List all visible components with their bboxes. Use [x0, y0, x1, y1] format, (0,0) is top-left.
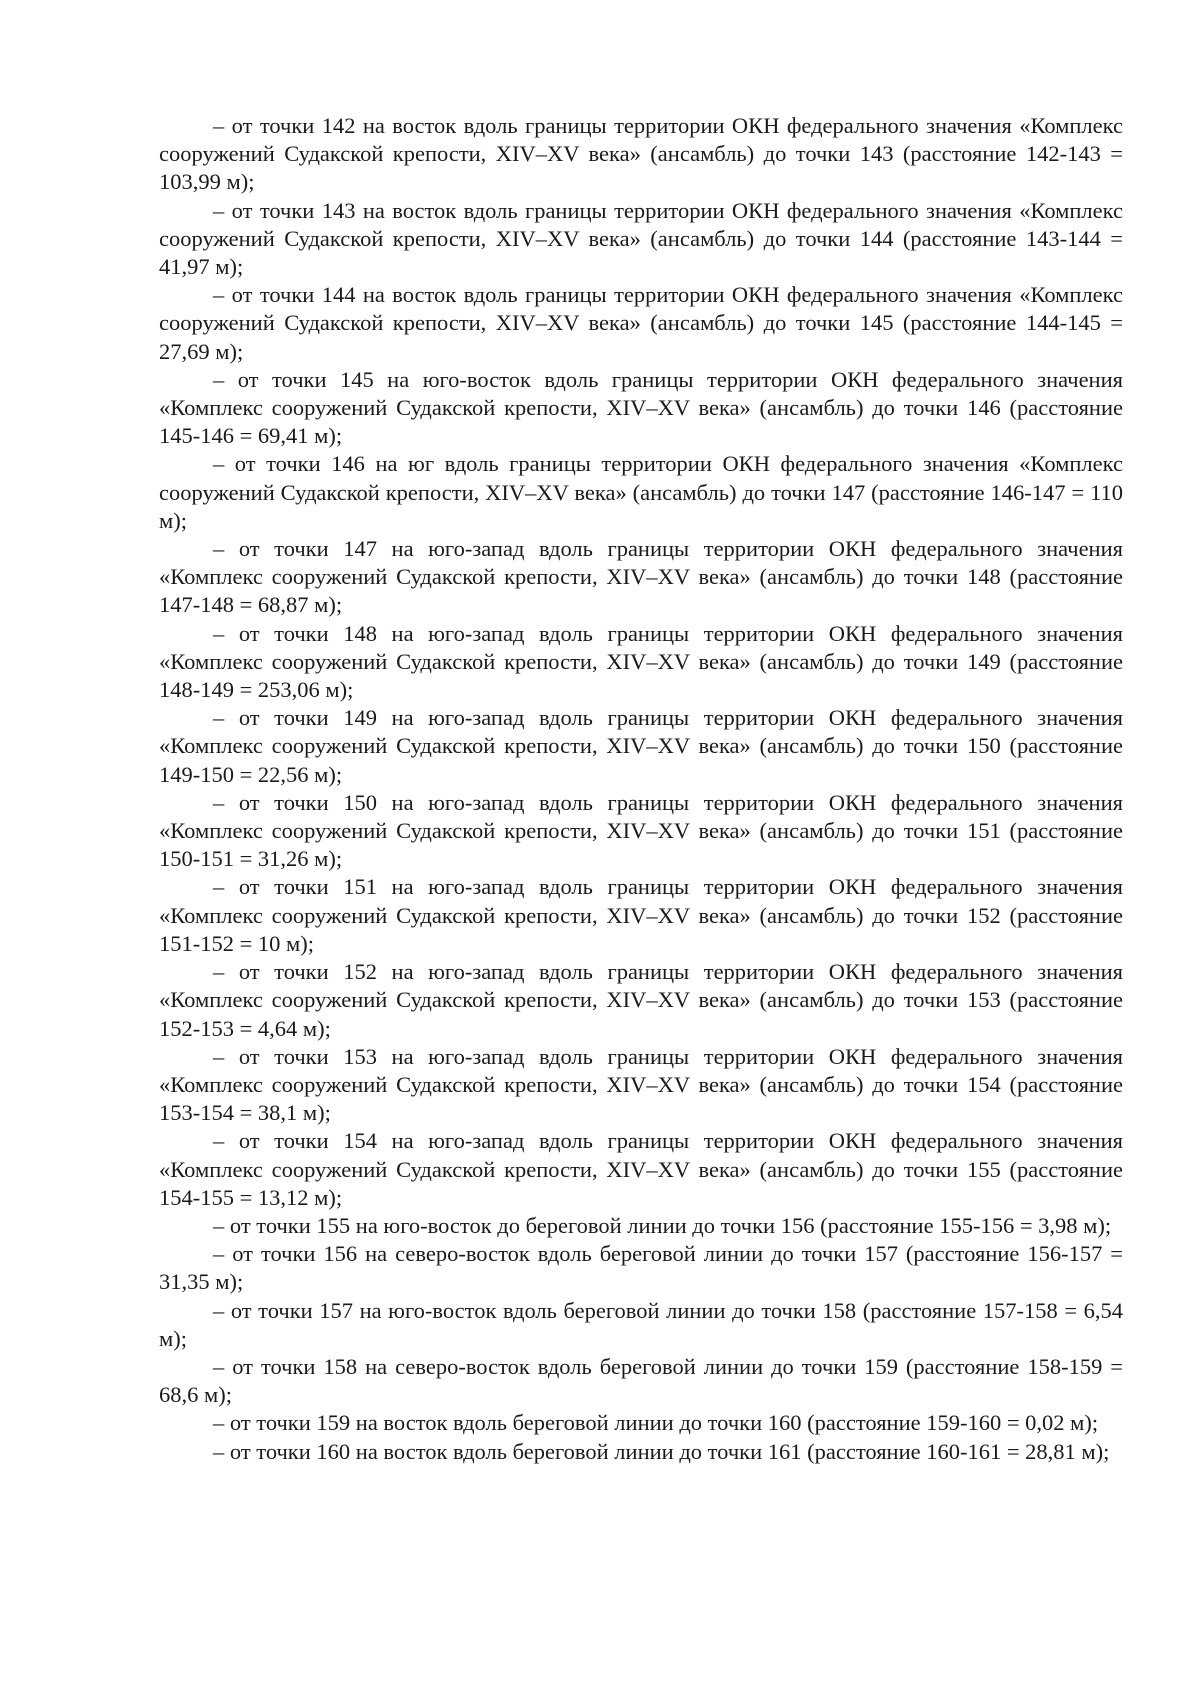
- boundary-paragraph: – от точки 143 на восток вдоль границы территории ОКН федерального значения «Комплекс сооружений Судакской крепости, XIV–XV века» (ансамбль) до точки 144 (расстояние 143-144 = 41,97 м);: [159, 197, 1123, 280]
- boundary-paragraph: – от точки 146 на юг вдоль границы территории ОКН федерального значения «Комплекс сооружений Судакской крепости, XIV–XV века» (ансамбль) до точки 147 (расстояние 146-147 = 110 м);: [159, 451, 1123, 533]
- boundary-paragraph: – от точки 152 на юго-запад вдоль границы территории ОКН федерального значения «Комплекс сооружений Судакской крепости, XIV–XV века» (ансамбль) до точки 153 (расстояние 152-153 = 4,64 м);: [159, 959, 1123, 1041]
- boundary-paragraph: – от точки 150 на юго-запад вдоль границы территории ОКН федерального значения «Комплекс сооружений Судакской крепости, XIV–XV века» (ансамбль) до точки 151 (расстояние 150-151 = 31,26 м);: [159, 789, 1123, 872]
- boundary-paragraph: – от точки 148 на юго-запад вдоль границы территории ОКН федерального значения «Комплекс сооружений Судакской крепости, XIV–XV века» (ансамбль) до точки 149 (расстояние 148-149 = 253,06 м);: [159, 620, 1123, 703]
- boundary-paragraph: – от точки 144 на восток вдоль границы территории ОКН федерального значения «Комплекс сооружений Судакской крепости, XIV–XV века» (ансамбль) до точки 145 (расстояние 144-145 = 27,69 м);: [159, 282, 1123, 364]
- boundary-paragraph: – от точки 158 на северо-восток вдоль береговой линии до точки 159 (расстояние 158-159 = 68,6 м);: [159, 1353, 1123, 1408]
- boundary-paragraph: – от точки 147 на юго-запад вдоль границы территории ОКН федерального значения «Комплекс сооружений Судакской крепости, XIV–XV века» (ансамбль) до точки 148 (расстояние 147-148 = 68,87 м);: [159, 536, 1123, 618]
- boundary-paragraph: – от точки 145 на юго-восток вдоль границы территории ОКН федерального значения «Комплекс сооружений Судакской крепости, XIV–XV века» (ансамбль) до точки 146 (расстояние 145-146 = 69,41 м);: [159, 366, 1123, 449]
- boundary-paragraph: – от точки 155 на юго-восток до береговой линии до точки 156 (расстояние 155-156 = 3,98 м);: [213, 1212, 1112, 1238]
- boundary-paragraph: – от точки 149 на юго-запад вдоль границы территории ОКН федерального значения «Комплекс сооружений Судакской крепости, XIV–XV века» (ансамбль) до точки 150 (расстояние 149-150 = 22,56 м);: [159, 705, 1123, 787]
- boundary-paragraph: – от точки 151 на юго-запад вдоль границы территории ОКН федерального значения «Комплекс сооружений Судакской крепости, XIV–XV века» (ансамбль) до точки 152 (расстояние 151-152 = 10 м);: [159, 874, 1123, 956]
- boundary-paragraph: – от точки 153 на юго-запад вдоль границы территории ОКН федерального значения «Комплекс сооружений Судакской крепости, XIV–XV века» (ансамбль) до точки 154 (расстояние 153-154 = 38,1 м);: [159, 1043, 1123, 1126]
- boundary-paragraph: – от точки 157 на юго-восток вдоль береговой линии до точки 158 (расстояние 157-158 = 6,54 м);: [159, 1297, 1123, 1351]
- boundary-paragraph: – от точки 154 на юго-запад вдоль границы территории ОКН федерального значения «Комплекс сооружений Судакской крепости, XIV–XV века» (ансамбль) до точки 155 (расстояние 154-155 = 13,12 м);: [159, 1128, 1123, 1210]
- boundary-paragraph: – от точки 156 на северо-восток вдоль береговой линии до точки 157 (расстояние 156-157 = 31,35 м);: [159, 1241, 1123, 1295]
- boundary-paragraph: – от точки 160 на восток вдоль береговой линии до точки 161 (расстояние 160-161 = 28,81 м);: [213, 1438, 1110, 1464]
- boundary-paragraph: – от точки 159 на восток вдоль береговой линии до точки 160 (расстояние 159-160 = 0,02 м);: [213, 1410, 1099, 1436]
- boundary-paragraph: – от точки 142 на восток вдоль границы территории ОКН федерального значения «Комплекс сооружений Судакской крепости, XIV–XV века» (ансамбль) до точки 143 (расстояние 142-143 = 103,99 м);: [159, 113, 1123, 195]
- document-body: [159, 112, 1123, 1466]
